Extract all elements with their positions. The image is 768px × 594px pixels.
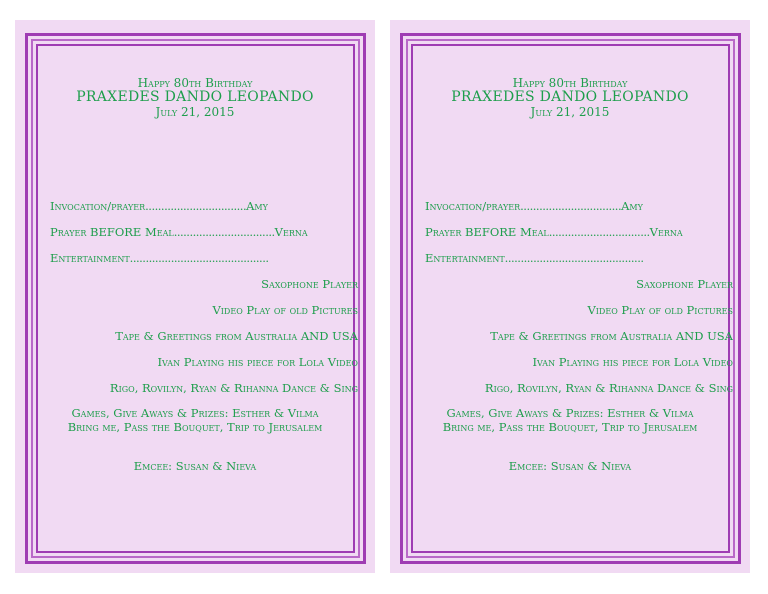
program-header xyxy=(15,77,375,119)
prayer-label: Prayer BEFORE Meal xyxy=(50,225,174,239)
program-card-left xyxy=(15,20,375,573)
program-card-right xyxy=(390,20,750,573)
program-item: Rigo, Rovilyn, Ryan & Rihanna Dance & Sing xyxy=(484,381,733,395)
program-item: Tape & Greetings from Australia AND USA xyxy=(115,329,358,343)
event-date: July 21, 2015 xyxy=(155,104,235,119)
entertainment-line xyxy=(425,251,644,265)
event-date: July 21, 2015 xyxy=(530,104,610,119)
leader-dots: ................................ xyxy=(145,199,247,213)
invocation-line xyxy=(425,199,643,213)
prayer-line xyxy=(425,225,683,239)
games-line-2: Bring me, Pass the Bouquet, Trip to Jerusalem xyxy=(442,420,698,434)
program-item: Ivan Playing his piece for Lola Video xyxy=(157,355,358,369)
program-item: Saxophone Player xyxy=(636,277,733,291)
leader-dots: ................................ xyxy=(173,225,275,239)
invocation-label: Invocation/prayer xyxy=(50,199,146,213)
leader-dots: ................................ xyxy=(520,199,622,213)
emcee-line: Emcee: Susan & Nieva xyxy=(133,459,257,473)
games-line-1: Games, Give Aways & Prizes: Esther & Vilma xyxy=(446,406,694,420)
program-item: Video Play of old Pictures xyxy=(587,303,733,317)
prayer-label: Prayer BEFORE Meal xyxy=(425,225,549,239)
program-content xyxy=(15,20,375,573)
invocation-name: Amy xyxy=(621,199,643,213)
leader-dots: ................................ xyxy=(548,225,650,239)
program-item: Rigo, Rovilyn, Ryan & Rihanna Dance & Sing xyxy=(109,381,358,395)
prayer-name: Verna xyxy=(274,225,308,239)
program-item: Video Play of old Pictures xyxy=(212,303,358,317)
games-line-2: Bring me, Pass the Bouquet, Trip to Jerusalem xyxy=(67,420,323,434)
entertainment-line xyxy=(50,251,269,265)
prayer-line xyxy=(50,225,308,239)
greeting-text: Happy 80th Birthday xyxy=(137,76,253,90)
prayer-name: Verna xyxy=(649,225,683,239)
leader-dots: ............................................ xyxy=(129,251,269,265)
games-line-1: Games, Give Aways & Prizes: Esther & Vilma xyxy=(71,406,319,420)
greeting-text: Happy 80th Birthday xyxy=(512,76,628,90)
program-item: Tape & Greetings from Australia AND USA xyxy=(490,329,733,343)
invocation-line xyxy=(50,199,268,213)
invocation-label: Invocation/prayer xyxy=(425,199,521,213)
program-content xyxy=(390,20,750,573)
program-header xyxy=(390,77,750,119)
honoree-name: PRAXEDES DANDO LEOPANDO xyxy=(451,89,689,106)
entertainment-label: Entertainment xyxy=(425,251,505,265)
leader-dots: ............................................ xyxy=(504,251,644,265)
invocation-name: Amy xyxy=(246,199,268,213)
program-item: Saxophone Player xyxy=(261,277,358,291)
honoree-name: PRAXEDES DANDO LEOPANDO xyxy=(76,89,314,106)
program-item: Ivan Playing his piece for Lola Video xyxy=(532,355,733,369)
emcee-line: Emcee: Susan & Nieva xyxy=(508,459,632,473)
entertainment-label: Entertainment xyxy=(50,251,130,265)
